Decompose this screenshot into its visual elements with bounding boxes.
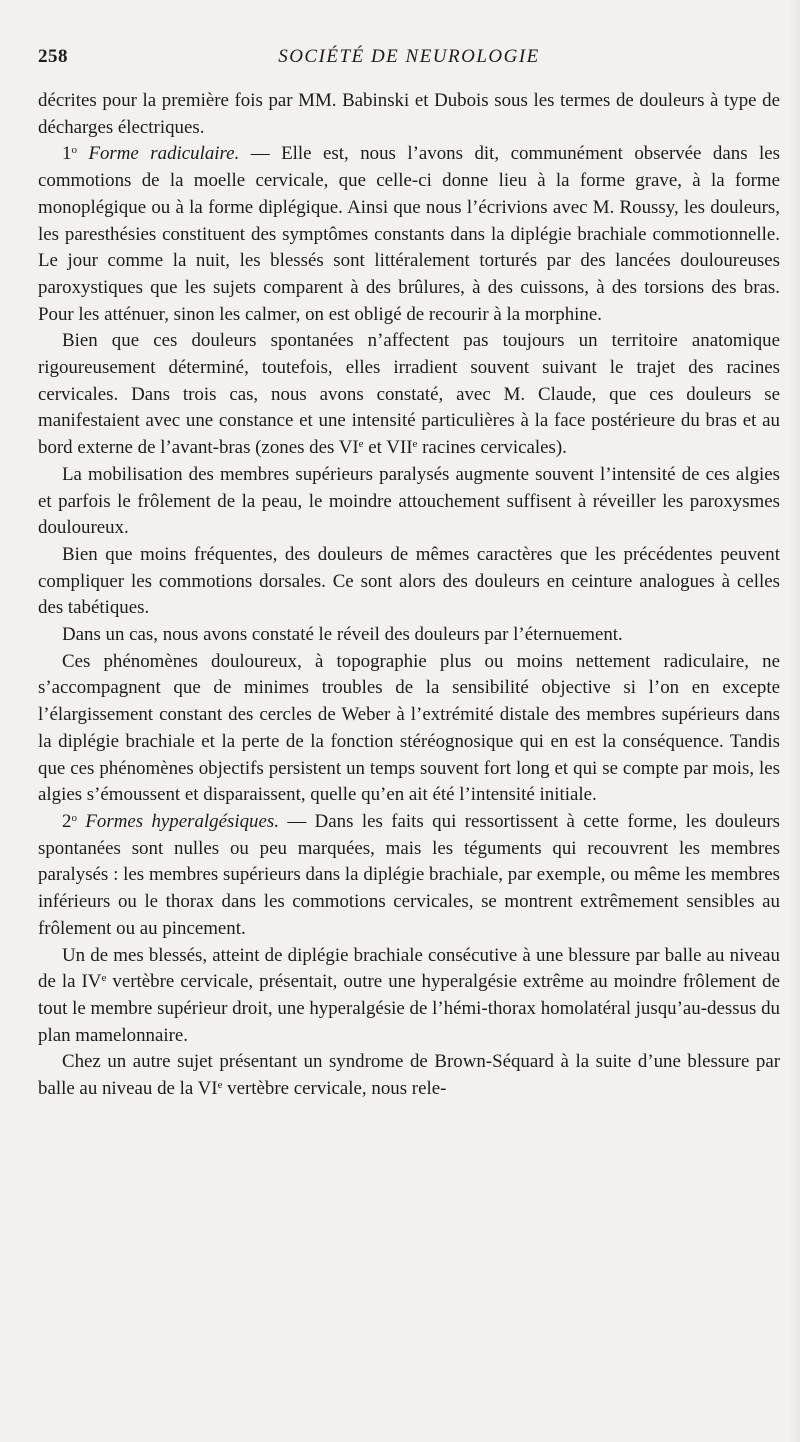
running-header xyxy=(38,46,780,88)
paragraph xyxy=(38,88,780,141)
paragraph-text: — Dans les faits qui ressortissent à cette forme, les douleurs spontanées sont nulles ou peu marquées, mais les téguments qui recouvrent les membres paralysés : les membres supérieurs dans la diplégie brachiale, par exemple, ou même les membres inférieurs ou le thorax dans les commotions cervicales, se montrent extrêmement sensibles au frôlement ou au pincement. xyxy=(38,810,781,939)
text-run: vertèbre cervicale, présentait, outre une hyperalgésie extrême au moindre frôlement de tout le membre supérieur droit, une hyperalgésie de l’hémi-thorax homolatéral jusqu’au-dessus du plan mamelonnaire. xyxy=(38,971,780,1046)
paragraph xyxy=(38,1049,780,1102)
text-run: racines cervicales). xyxy=(417,437,567,459)
section-number: 1 xyxy=(62,143,72,165)
paragraph-text: — Elle est, nous l’avons dit, communément observée dans les commotions de la moelle cervicale, que celle-ci donne lieu à la forme grave, à la forme monoplégique ou à la forme diplégique. Ainsi que nous l’écrivions avec M. Roussy, les douleurs, les paresthésies constituent des symptômes constants dans la diplégie brachiale commotionnelle. Le jour comme la nuit, les blessés sont littéralement torturés par des lancées douloureuses paroxystiques que les sujets comparent à des brûlures, à des cuissons, à des torsions des bras. Pour les atténuer, sinon les calmer, on est obligé de recourir à la morphine. xyxy=(38,143,780,325)
text-run: vertèbre cervicale, nous rele- xyxy=(222,1078,447,1100)
ordinal-mark: o xyxy=(71,811,77,824)
section-number: 2 xyxy=(62,810,72,832)
paragraph-text: Bien que moins fréquentes, des douleurs de mêmes caractères que les précédentes peuvent compliquer les commotions dorsales. Ce sont alors des douleurs en ceinture analogues à celles des tabétiques. xyxy=(38,543,780,619)
paragraph xyxy=(38,542,780,622)
superscript: e xyxy=(101,972,107,985)
text-run: Chez un autre sujet présentant un syndrome de Brown-Séquard à la suite d’une blessure par balle au niveau de la VI xyxy=(38,1051,780,1100)
section-title: Formes hyperalgésiques. xyxy=(85,810,279,832)
page-number: 258 xyxy=(38,46,68,67)
paragraph-text: Ces phénomènes douloureux, à topographie plus ou moins nettement radiculaire, ne s’accompagnent que de minimes troubles de la sensibilité objective si l’on en excepte l’élargissement constant des cercles de Weber à l’extrémité distale des membres supérieurs dans la diplégie brachiale et la perte de la fonction stéréognosique qui en est la conséquence. Tandis que ces phénomènes objectifs persistent un temps souvent fort long et qui se compte par mois, les algies s’émoussent et disparaissent, quelle qu’en ait été l’intensité initiale. xyxy=(38,650,780,806)
superscript: e xyxy=(217,1079,223,1092)
body-text xyxy=(38,88,780,1103)
text-run: Bien que ces douleurs spontanées n’affectent pas toujours un territoire anatomique rigoureusement déterminé, toutefois, elles irradient souvent suivant le trajet des racines cervicales. Dans trois cas, nous avons constaté, avec M. Claude, que ces douleurs se manifestaient avec une constance et une intensité particulières à la face postérieure du bras et au bord externe de l’avant-bras (zones des VI xyxy=(38,330,780,459)
paragraph xyxy=(38,943,780,1050)
paragraph xyxy=(38,622,780,649)
superscript: e xyxy=(358,438,364,451)
section-paragraph xyxy=(38,809,780,943)
page-edge-shadow xyxy=(790,0,800,1442)
paragraph-text: décrites pour la première fois par MM. Babinski et Dubois sous les termes de douleurs à type de décharges électriques. xyxy=(38,90,780,138)
paragraph-text: Dans un cas, nous avons constaté le réveil des douleurs par l’éternuement. xyxy=(62,624,623,646)
section-paragraph xyxy=(38,141,780,328)
text-run: Un de mes blessés, atteint de diplégie brachiale consécutive à une blessure par balle au niveau de la IV xyxy=(38,944,780,993)
page xyxy=(38,0,780,1103)
section-title: Forme radiculaire. xyxy=(88,143,240,165)
superscript: e xyxy=(412,438,418,451)
paragraph-text: La mobilisation des membres supérieurs paralysés augmente souvent l’intensité de ces algies et parfois le frôlement de la peau, le moindre attouchement suffisent à réveiller les paroxysmes douloureux. xyxy=(38,463,780,539)
paragraph xyxy=(38,649,780,809)
text-run: et VII xyxy=(363,437,413,459)
ordinal-mark: o xyxy=(71,144,77,157)
paragraph xyxy=(38,328,780,462)
running-title: SOCIÉTÉ DE NEUROLOGIE xyxy=(278,46,540,67)
paragraph xyxy=(38,462,780,542)
